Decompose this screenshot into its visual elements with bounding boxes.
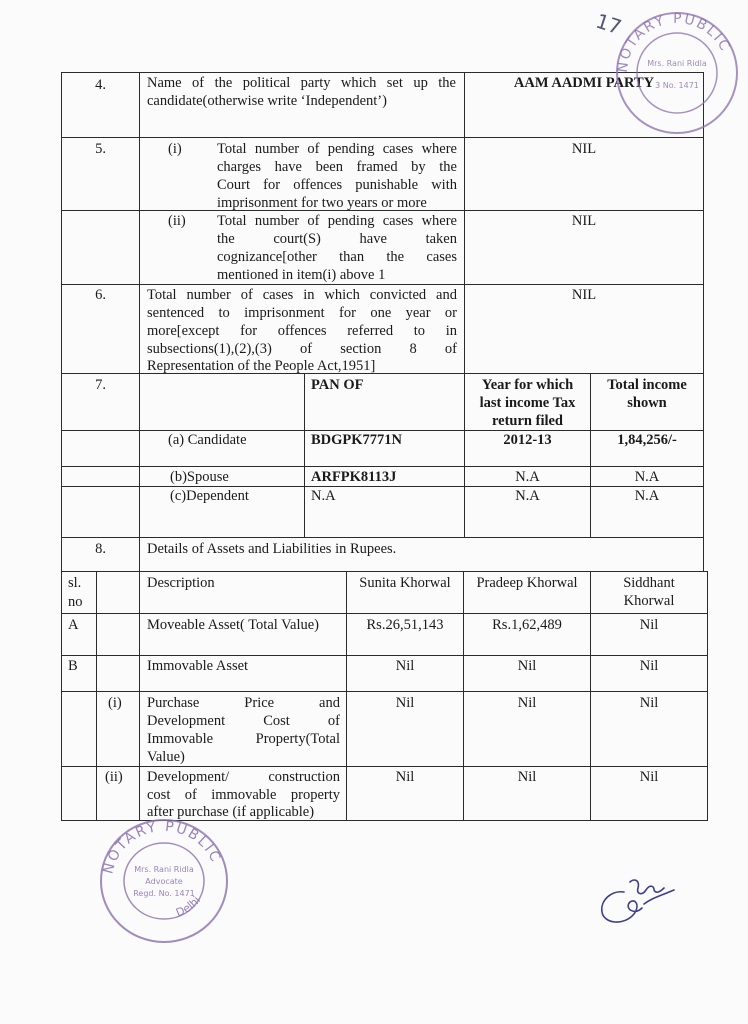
candidate-pan: BDGPK7771N <box>311 432 403 448</box>
row-a-sl: A <box>68 617 79 633</box>
row-b-i-sunita: Nil <box>395 695 415 711</box>
col-sunita-header: Sunita Khorwal <box>359 575 451 591</box>
stamp-bottom-ring-text: NOTARY PUBLIC <box>100 818 224 876</box>
row-a-siddhant: Nil <box>639 617 659 633</box>
sl-header-line-2: no <box>68 594 83 610</box>
row-b-description: Immovable Asset <box>147 658 249 674</box>
row-6-value: NIL <box>571 287 597 303</box>
row-b-ii-sunita: Nil <box>395 769 415 785</box>
row-8-number: 8. <box>95 541 106 557</box>
year-header-line-2: last income Tax <box>479 395 576 411</box>
sl-header-line-1: sl. <box>68 575 82 591</box>
spouse-label: (b)Spouse <box>170 469 229 485</box>
row-5-number: 5. <box>95 141 106 157</box>
row-6-line-5: Representation of the People Act,1951] <box>147 358 376 374</box>
row-5-i-value: NIL <box>571 141 597 157</box>
stamp-bottom-role: Advocate <box>145 877 183 886</box>
col-pradeep-header: Pradeep Khorwal <box>476 575 578 591</box>
income-header-line-1: Total income <box>607 377 687 393</box>
row-4-label-line-1: Name of the political party which set up the <box>147 75 456 91</box>
stamp-top-name: Mrs. Rani Ridla <box>647 59 707 68</box>
signature <box>594 868 684 934</box>
dependent-label: (c)Dependent <box>170 488 249 504</box>
party-name: AAM AADMI PARTY <box>513 75 655 91</box>
row-a-pradeep: Rs.1,62,489 <box>492 617 562 633</box>
year-header-line-1: Year for which <box>481 377 574 393</box>
row-b-ii-sub: (ii) <box>105 769 123 785</box>
year-header-line-3: return filed <box>491 413 563 429</box>
row-b-pradeep: Nil <box>517 658 537 674</box>
row-7-number: 7. <box>95 377 106 393</box>
row-5-ii-line-1: Total number of pending cases where <box>217 213 457 229</box>
col-siddhant-header-line-2: Khorwal <box>623 593 675 609</box>
row-b-ii-pradeep: Nil <box>517 769 537 785</box>
row-5-i-roman: (i) <box>168 141 182 157</box>
spouse-pan: ARFPK8113J <box>311 469 397 485</box>
row-5-ii-roman: (ii) <box>168 213 186 229</box>
income-header-line-2: shown <box>627 395 667 411</box>
stamp-top-ring-text: NOTARY PUBLIC <box>614 10 734 74</box>
pan-header: PAN OF <box>311 377 364 393</box>
row-6-line-3: more[except for offences referred to in <box>147 323 457 339</box>
spouse-income: N.A <box>634 469 660 485</box>
row-b-i-sub: (i) <box>108 695 122 711</box>
candidate-label: (a) Candidate <box>168 432 247 448</box>
row-5-i-line-3: Court for offences punishable with <box>217 177 457 193</box>
row-5-ii-line-4: mentioned in item(i) above 1 <box>217 267 386 283</box>
row-b-i-line-1: Purchase Price and <box>147 695 340 711</box>
notary-stamp-bottom <box>96 816 232 946</box>
row-b-sl: B <box>68 658 78 674</box>
row-4-number: 4. <box>95 77 106 93</box>
row-6-line-1: Total number of cases in which convicted and <box>147 287 457 303</box>
notary-stamp-top <box>612 8 742 138</box>
row-a-sunita: Rs.26,51,143 <box>366 617 444 633</box>
dependent-year: N.A <box>515 488 540 504</box>
row-5-i-line-4: imprisonment for two years or more <box>217 195 427 211</box>
candidate-income: 1,84,256/- <box>617 432 677 448</box>
row-5-ii-value: NIL <box>571 213 597 229</box>
row-5-i-line-2: charges have been framed by the <box>217 159 457 175</box>
col-siddhant-header-line-1: Siddhant <box>623 575 675 591</box>
stamp-bottom-place: Delhi <box>174 894 204 920</box>
row-6-number: 6. <box>95 287 106 303</box>
description-header: Description <box>147 575 215 591</box>
row-8-label: Details of Assets and Liabilities in Rupees. <box>147 541 397 557</box>
row-5-ii-line-3: cognizance[other than the cases <box>217 249 457 265</box>
row-b-ii-line-2: cost of immovable property <box>147 787 340 803</box>
stamp-top-reg: 3 No. 1471 <box>655 81 699 90</box>
row-b-ii-line-3: after purchase (if applicable) <box>147 804 315 820</box>
page-number-mark: 17 <box>592 8 625 40</box>
row-4-label-line-2: candidate(otherwise write ‘Independent’) <box>147 93 387 109</box>
row-b-i-line-4: Value) <box>147 749 185 765</box>
row-b-siddhant: Nil <box>639 658 659 674</box>
row-b-i-pradeep: Nil <box>517 695 537 711</box>
row-b-ii-line-1: Development/ construction <box>147 769 340 785</box>
stamp-bottom-reg: Regd. No. 1471 <box>133 889 195 898</box>
row-b-ii-siddhant: Nil <box>639 769 659 785</box>
row-a-description: Moveable Asset( Total Value) <box>147 617 320 633</box>
candidate-year: 2012-13 <box>503 432 552 448</box>
row-5-i-line-1: Total number of pending cases where <box>217 141 457 157</box>
row-b-i-siddhant: Nil <box>639 695 659 711</box>
spouse-year: N.A <box>515 469 540 485</box>
row-b-i-line-3: Immovable Property(Total <box>147 731 340 747</box>
stamp-bottom-name: Mrs. Rani Ridla <box>134 865 194 874</box>
dependent-income: N.A <box>634 488 660 504</box>
row-6-line-2: sentenced to imprisonment for one year or <box>147 305 457 321</box>
row-6-line-4: subsections(1),(2),(3) of section 8 of <box>147 341 457 357</box>
dependent-pan: N.A <box>311 488 336 504</box>
row-b-i-line-2: Development Cost of <box>147 713 340 729</box>
row-b-sunita: Nil <box>395 658 415 674</box>
row-5-ii-line-2: the court(S) have taken <box>217 231 457 247</box>
